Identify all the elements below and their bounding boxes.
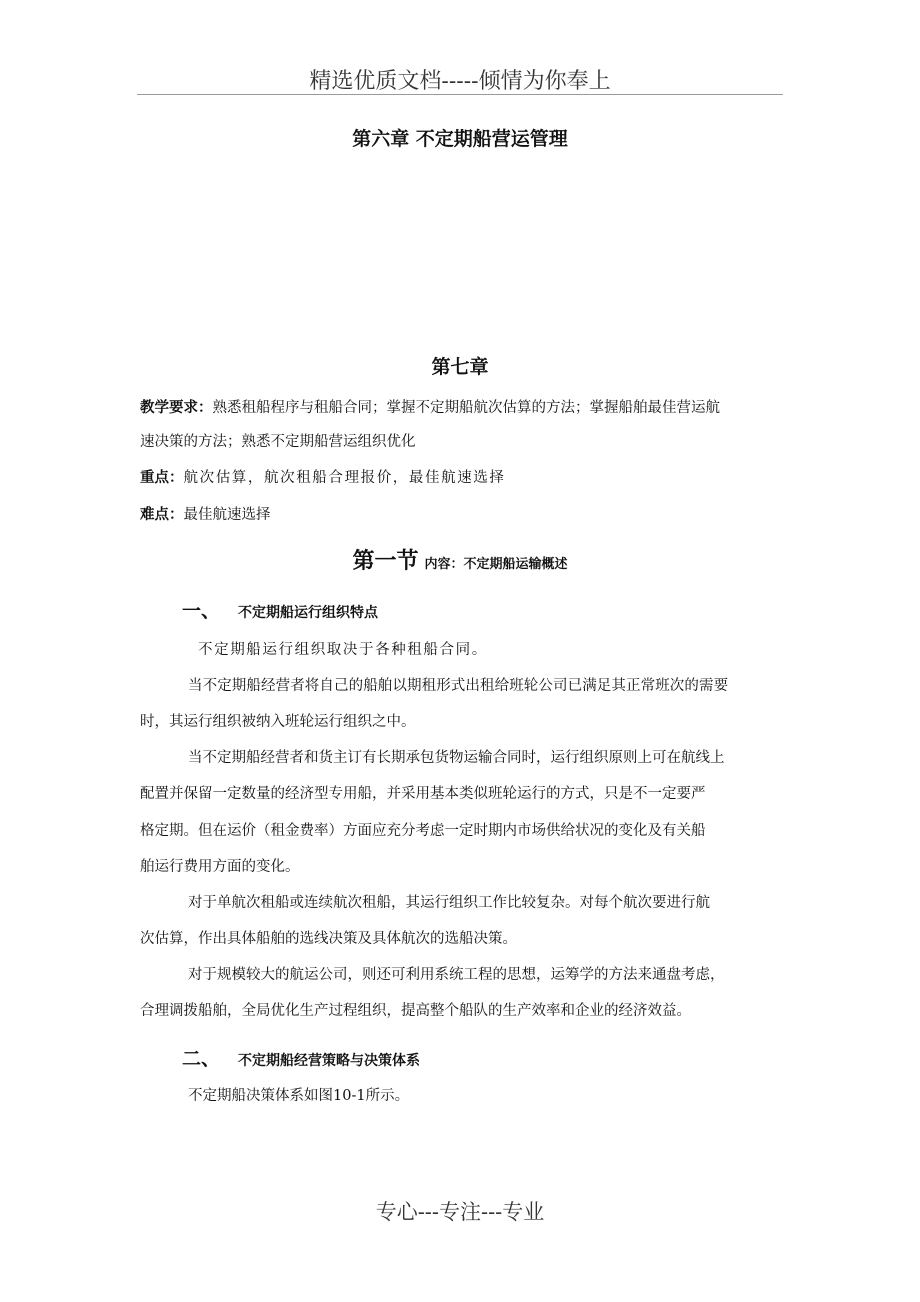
requirements-label: 教学要求： [140,400,213,416]
difficulties-label: 难点： [140,507,184,523]
part1-p2-l1: 当不定期船经营者将自己的船舶以期租形式出租给班轮公司已满足其正常班次的需要 [188,678,729,694]
part1-p3-l3: 格定期。但在运价（租金费率）方面应充分考虑一定时期内市场供给状况的变化及有关船 [140,823,706,839]
part2-number: 二、 [182,1048,221,1070]
part1-p1: 不定期船运行组织取决于各种租船合同。 [198,642,488,658]
part2-heading [182,1044,420,1071]
section1-subtitle: 内容：不定期船运输概述 [424,557,568,572]
requirements-text1: 熟悉租船程序与租船合同；掌握不定期船航次估算的方法；掌握船舶最佳营运航 [212,400,720,416]
section1-title: 第一节 [352,549,419,574]
key-points-label: 重点： [140,470,184,486]
difficulties [140,505,271,525]
difficulties-text: 最佳航速选择 [183,507,271,523]
key-points [140,468,506,488]
part1-p5-l2: 合理调拨船舶，全局优化生产过程组织，提高整个船队的生产效率和企业的经济效益。 [140,1003,691,1019]
chapter7-title: 第七章 [431,356,489,378]
part1-p4-l1: 对于单航次租船或连续航次租船，其运行组织工作比较复杂。对每个航次要进行航 [188,895,710,911]
part1-heading [182,596,378,623]
requirements-text2: 速决策的方法；熟悉不定期船营运组织优化 [140,434,416,450]
part1-p3-l4: 舶运行费用方面的变化。 [140,859,300,875]
section1-heading [0,544,920,575]
header-rule [137,94,783,95]
page-footer: 专心---专注---专业 [375,1200,545,1224]
part1-p3-l2: 配置并保留一定数量的经济型专用船，并采用基本类似班轮运行的方式，只是不一定要严 [140,786,706,802]
part1-p2-l2: 时，其运行组织被纳入班轮运行组织之中。 [140,714,416,730]
part1-p5-l1: 对于规模较大的航运公司，则还可利用系统工程的思想，运筹学的方法来通盘考虑， [188,967,725,983]
part2-title: 不定期船经营策略与决策体系 [238,1053,420,1069]
part2-p1: 不定期船决策体系如图10-1所示。 [188,1088,410,1104]
key-points-text: 航次估算，航次租船合理报价，最佳航速选择 [183,470,506,486]
part1-p3-l1: 当不定期船经营者和货主订有长期承包货物运输合同时，运行组织原则上可在航线上 [188,750,725,766]
part1-title: 不定期船运行组织特点 [238,605,378,621]
part1-number: 一、 [182,600,221,622]
part1-p4-l2: 次估算，作出具体船舶的选线决策及具体航次的选船决策。 [140,931,517,947]
page-header: 精选优质文档-----倾情为你奉上 [309,69,611,94]
chapter6-title: 第六章 不定期船营运管理 [352,128,568,150]
requirements-line1 [140,398,720,418]
